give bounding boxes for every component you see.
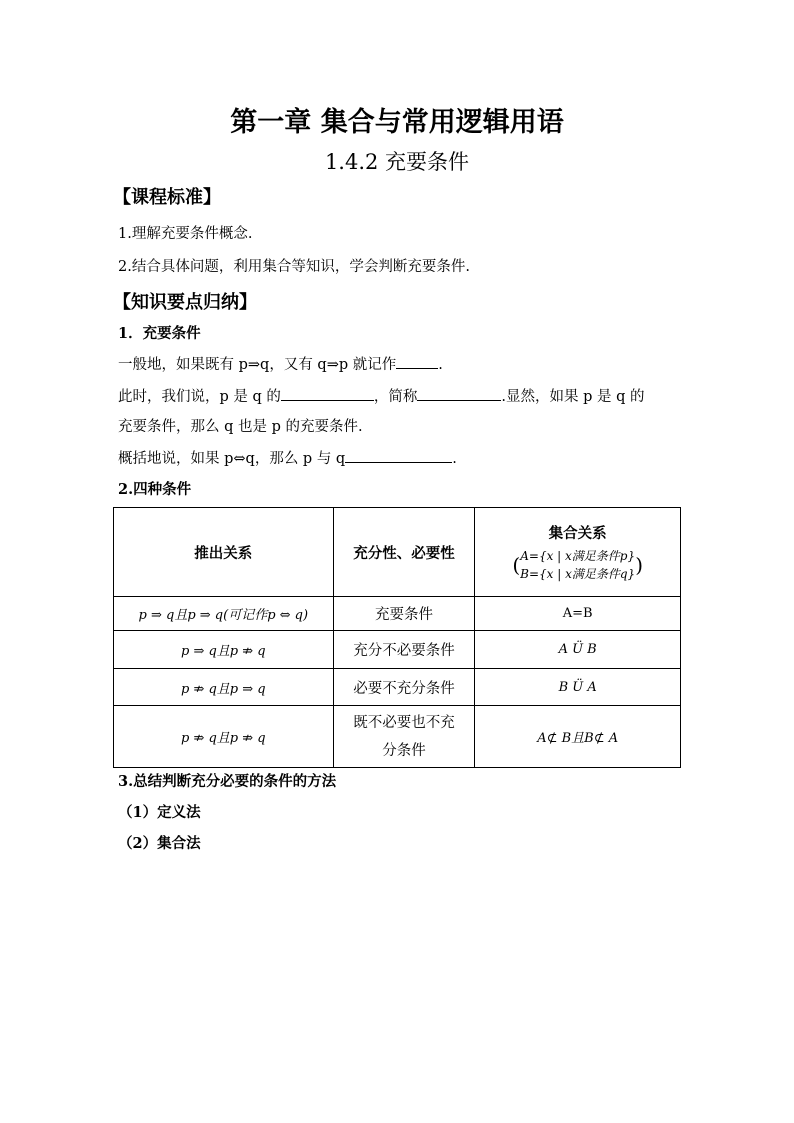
line1-end: . bbox=[438, 357, 443, 373]
condition-cell: 必要不充分条件 bbox=[333, 669, 475, 706]
condition-cell: 充要条件 bbox=[333, 597, 475, 631]
set-b-definition: B={x | x满足条件q} bbox=[520, 566, 636, 581]
paragraph-line-4 bbox=[118, 447, 457, 468]
table-row bbox=[114, 706, 681, 768]
paragraph-line-2 bbox=[118, 385, 645, 406]
header-set-title: 集合关系 bbox=[548, 524, 607, 542]
standard-item-2: 2.结合具体问题，利用集合等知识，学会判断充要条件. bbox=[118, 259, 470, 275]
line4-end: . bbox=[452, 451, 457, 467]
condition-line-2: 分条件 bbox=[382, 742, 426, 759]
relation-cell: p ⇏ q且p ⇒ q bbox=[114, 669, 334, 706]
set-cell: A Ü B bbox=[475, 631, 681, 669]
line4-text: 概括地说，如果 p⇔q，那么 p 与 q bbox=[118, 451, 346, 467]
method-definition: （1）定义法 bbox=[118, 804, 201, 821]
fill-blank-3 bbox=[417, 386, 501, 401]
paragraph-line-3: 充要条件，那么 q 也是 p 的充要条件. bbox=[118, 419, 363, 435]
subsection-1-heading: 1．充要条件 bbox=[118, 325, 201, 342]
condition-cell: 充分不必要条件 bbox=[333, 631, 475, 669]
set-definition-group bbox=[512, 547, 643, 583]
left-paren: ( bbox=[512, 552, 521, 577]
right-paren: ) bbox=[635, 552, 643, 577]
line1-text: 一般地，如果既有 p⇒q，又有 q⇒p 就记作 bbox=[118, 357, 397, 373]
knowledge-heading: 【知识要点归纳】 bbox=[113, 292, 257, 313]
condition-cell bbox=[333, 706, 475, 768]
set-cell: B Ü A bbox=[475, 669, 681, 706]
table-header-row bbox=[114, 508, 681, 597]
subsection-2-heading: 2.四种条件 bbox=[118, 481, 192, 498]
set-a-definition: A={x | x满足条件p} bbox=[520, 548, 636, 563]
line2-text-b: ，简称 bbox=[373, 389, 418, 405]
set-cell: A=B bbox=[475, 597, 681, 631]
line2-text-c: .显然，如果 p 是 q 的 bbox=[501, 389, 645, 405]
relation-cell: p ⇏ q且p ⇏ q bbox=[114, 706, 334, 768]
table-row bbox=[114, 631, 681, 669]
line2-text-a: 此时，我们说，p 是 q 的 bbox=[118, 389, 281, 405]
course-standard-heading: 【课程标准】 bbox=[113, 187, 221, 208]
table-row bbox=[114, 597, 681, 631]
standard-item-1: 1.理解充要条件概念. bbox=[118, 226, 253, 242]
set-cell: A⊄ B且B⊄ A bbox=[475, 706, 681, 768]
header-set-relation bbox=[475, 508, 681, 597]
section-title: 1.4.2 充要条件 bbox=[324, 150, 470, 174]
fill-blank-1 bbox=[396, 354, 438, 369]
four-conditions-table bbox=[113, 507, 681, 768]
relation-cell: p ⇒ q且p ⇒ q(可记作p ⇔ q) bbox=[114, 597, 334, 631]
condition-line-1: 既不必要也不充 bbox=[353, 714, 455, 731]
relation-cell: p ⇒ q且p ⇏ q bbox=[114, 631, 334, 669]
table-row bbox=[114, 669, 681, 706]
header-relation: 推出关系 bbox=[114, 508, 334, 597]
subsection-3-heading: 3.总结判断充分必要的条件的方法 bbox=[118, 773, 337, 790]
method-set: （2）集合法 bbox=[118, 835, 201, 852]
paragraph-line-1 bbox=[118, 353, 443, 374]
fill-blank-2 bbox=[281, 386, 374, 401]
chapter-title: 第一章 集合与常用逻辑用语 bbox=[230, 107, 564, 138]
fill-blank-4 bbox=[345, 448, 452, 463]
header-condition: 充分性、必要性 bbox=[333, 508, 475, 597]
